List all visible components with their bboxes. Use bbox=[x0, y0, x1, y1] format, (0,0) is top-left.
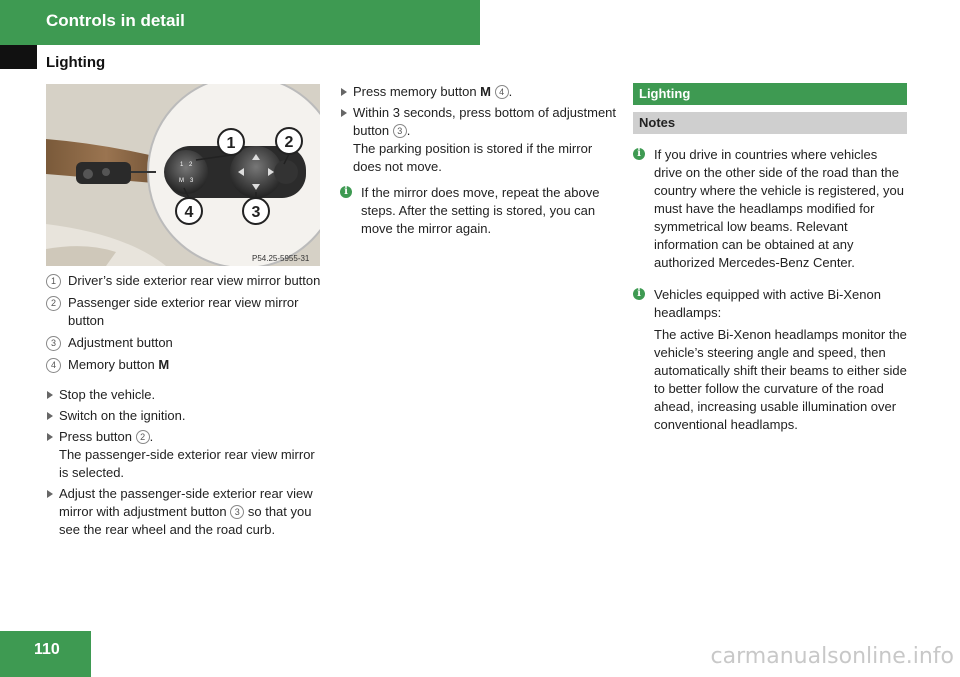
step-item bbox=[46, 485, 321, 539]
button-label-m: M bbox=[179, 178, 184, 184]
callout-2: 2 bbox=[284, 134, 294, 151]
step-text: . bbox=[406, 123, 411, 138]
info-icon: i bbox=[633, 148, 645, 160]
figure-code: P54.25-5955-31 bbox=[252, 254, 310, 263]
legend-number: 4 bbox=[46, 358, 61, 373]
callout-4: 4 bbox=[184, 204, 194, 221]
step-item bbox=[46, 428, 321, 482]
info-text: Vehicles equipped with active Bi-Xenon headlamps: bbox=[654, 287, 881, 320]
info-note bbox=[340, 184, 620, 238]
legend-bold: M bbox=[158, 357, 170, 372]
step-item bbox=[46, 386, 321, 404]
middle-column bbox=[340, 83, 620, 238]
mirror-controls-photo bbox=[46, 84, 320, 266]
button-label-3: 3 bbox=[190, 178, 194, 184]
watermark: carmanualsonline.info bbox=[710, 644, 954, 669]
step-bold: M bbox=[480, 84, 492, 99]
step-text: Press memory button bbox=[353, 84, 477, 99]
inline-number: 3 bbox=[393, 124, 407, 138]
left-column bbox=[46, 272, 321, 542]
step-text: Stop the vehicle. bbox=[59, 387, 156, 402]
info-text: If you drive in countries where vehicles drive on the other side of the road than the country where the vehicle is registered, you must have the headlamps modified for symmetrical low beams. Relevant information can be obtained at any authorized Mercedes-Benz Center. bbox=[654, 147, 905, 270]
legend-number: 3 bbox=[46, 336, 61, 351]
legend-item bbox=[46, 356, 321, 374]
step-item bbox=[46, 407, 321, 425]
info-text: The active Bi-Xenon headlamps monitor the vehicle’s steering angle and speed, then automatically shift their beams to either side to better follow the curvature of the road ahead, increasing usable illumination over conventional headlamps. bbox=[654, 327, 907, 432]
inline-number: 4 bbox=[495, 85, 509, 99]
legend-item bbox=[46, 272, 321, 290]
step-text: . bbox=[149, 429, 154, 444]
step-list bbox=[46, 386, 321, 539]
info-note bbox=[633, 286, 907, 434]
callout-3: 3 bbox=[251, 204, 261, 221]
step-item bbox=[340, 83, 620, 101]
step-text: Within 3 seconds, press bottom of adjustment button bbox=[353, 105, 617, 138]
subsection-bar: Notes bbox=[633, 112, 907, 134]
legend-text: Memory button bbox=[68, 357, 155, 372]
step-text: Adjust the passenger-side exterior rear view mirror with adjustment button bbox=[59, 486, 313, 519]
section-tab-marker bbox=[0, 45, 37, 69]
step-text: so that you see the rear wheel and the road curb. bbox=[59, 504, 312, 537]
info-text: If the mirror does move, repeat the above steps. After the setting is stored, you can move the mirror again. bbox=[361, 185, 600, 236]
button-label-1: 1 bbox=[180, 162, 184, 168]
step-result: The parking position is stored if the mirror does not move. bbox=[353, 141, 593, 174]
step-item bbox=[340, 104, 620, 176]
step-result: The passenger-side exterior rear view mirror is selected. bbox=[59, 447, 315, 480]
inline-number: 3 bbox=[230, 505, 244, 519]
legend-text: Adjustment button bbox=[68, 335, 173, 350]
legend-number: 1 bbox=[46, 274, 61, 289]
right-column bbox=[633, 83, 907, 434]
chapter-title: Controls in detail bbox=[46, 11, 185, 30]
step-text: Press button bbox=[59, 429, 132, 444]
legend-item bbox=[46, 294, 321, 330]
info-note bbox=[633, 146, 907, 272]
info-icon: i bbox=[633, 288, 645, 300]
section-title: Lighting bbox=[46, 54, 106, 71]
step-text: Switch on the ignition. bbox=[59, 408, 186, 423]
legend-text: Driver’s side exterior rear view mirror button bbox=[68, 273, 321, 288]
legend-item bbox=[46, 334, 321, 352]
legend-number: 2 bbox=[46, 296, 61, 311]
page-number: 110 bbox=[34, 641, 60, 658]
inline-number: 2 bbox=[136, 430, 150, 444]
legend-text: Passenger side exterior rear view mirror button bbox=[68, 295, 299, 328]
step-text: . bbox=[508, 84, 513, 99]
info-icon: i bbox=[340, 186, 352, 198]
button-label-2: 2 bbox=[189, 162, 193, 168]
callout-1: 1 bbox=[226, 135, 236, 152]
mirror-controls-illustration bbox=[46, 84, 320, 266]
section-bar: Lighting bbox=[633, 83, 907, 105]
